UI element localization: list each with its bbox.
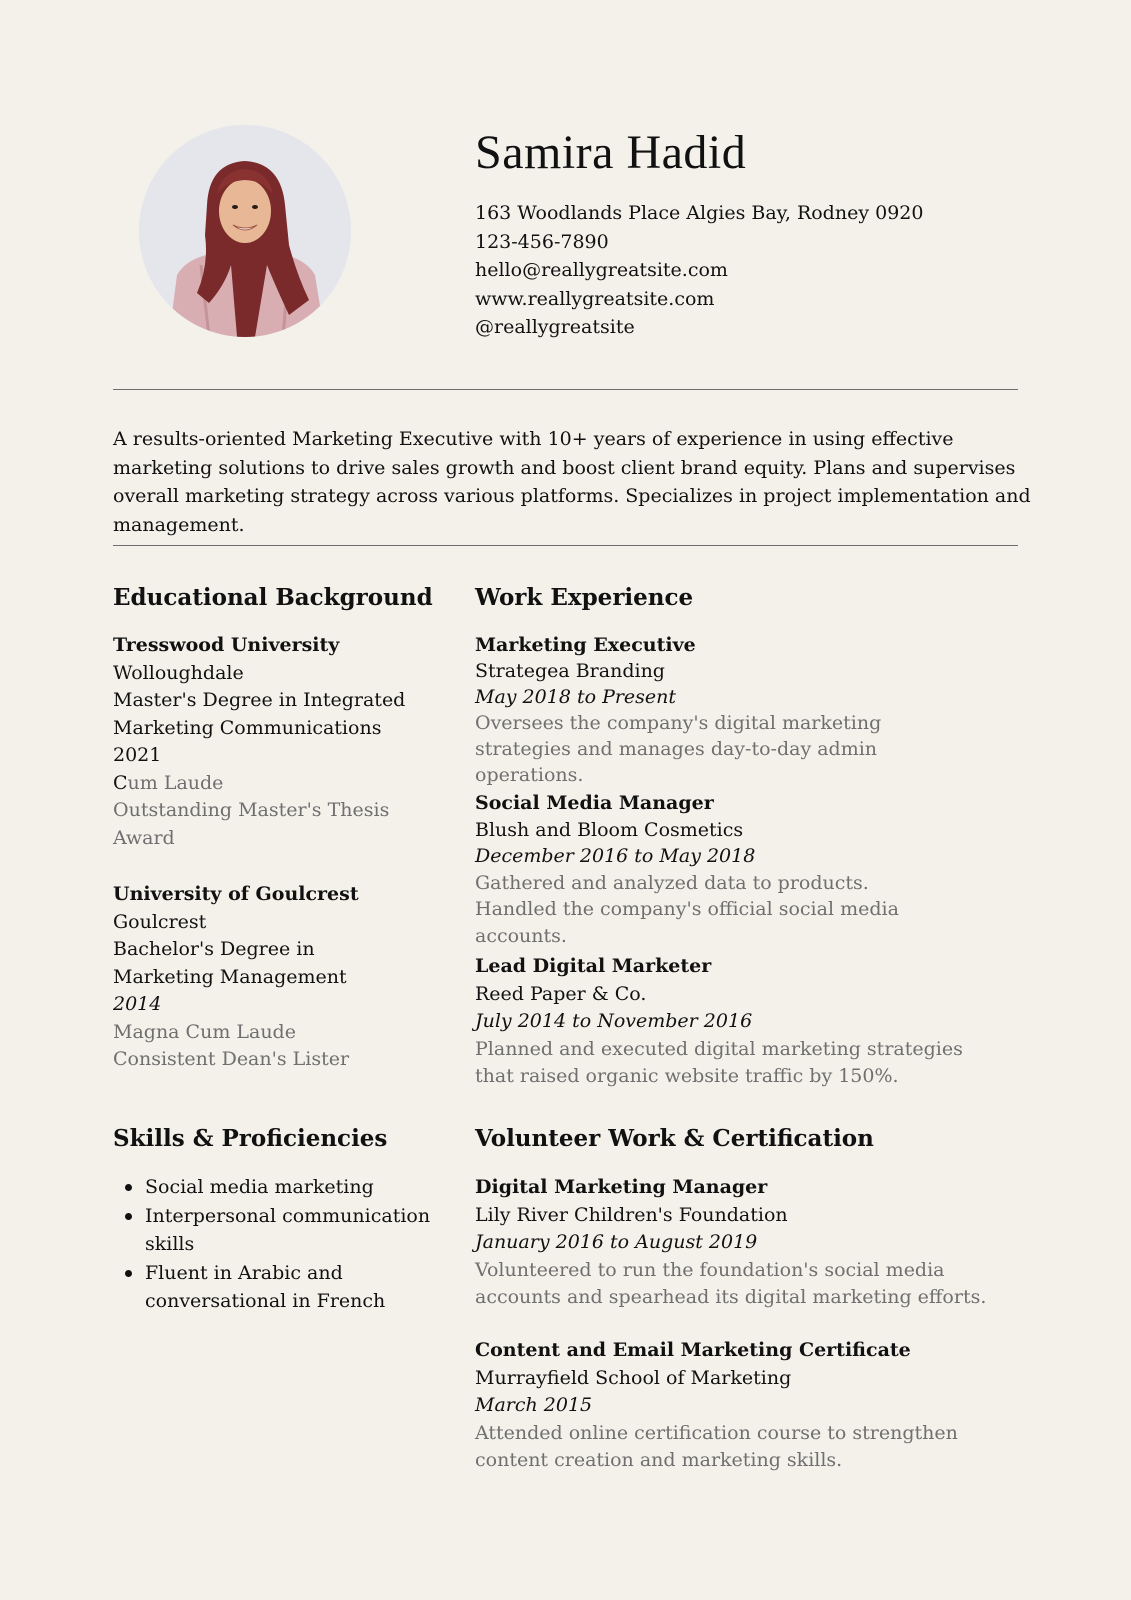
volunteer-dates: January 2016 to August 2019 (475, 1231, 758, 1253)
contact-email: hello@reallygreatsite.com (475, 259, 728, 281)
skills-list (113, 1173, 455, 1316)
profile-photo-illustration (139, 125, 351, 337)
education-honors (113, 770, 413, 798)
divider-top (113, 389, 1018, 390)
education-entry (113, 881, 413, 1074)
work-role: Marketing Executive (475, 634, 696, 656)
volunteer-description: Volunteered to run the foundation's social media accounts and spearhead its digital marketing efforts. (475, 1258, 987, 1308)
education-year: 2014 (113, 993, 162, 1015)
education-location: Goulcrest (113, 910, 207, 933)
work-heading: Work Experience (475, 584, 694, 611)
skill-item: Fluent in Arabic and conversational in French (145, 1259, 455, 1316)
volunteer-role: Content and Email Marketing Certificate (475, 1339, 911, 1361)
contact-website: www.reallygreatsite.com (475, 287, 715, 310)
volunteer-organization: Lily River Children's Foundation (475, 1203, 788, 1226)
divider-bottom (113, 545, 1018, 546)
candidate-name: Samira Hadid (475, 126, 747, 179)
contact-details (475, 199, 923, 342)
work-company: Blush and Bloom Cosmetics (475, 818, 744, 841)
work-dates: December 2016 to May 2018 (475, 845, 756, 867)
volunteer-entry (475, 1174, 1035, 1312)
work-dates: July 2014 to November 2016 (475, 1010, 753, 1032)
education-location: Wolloughdale (113, 661, 244, 684)
work-entry (475, 790, 1035, 949)
volunteer-entry (475, 1337, 1035, 1475)
work-entry (475, 953, 1035, 1091)
work-description: Planned and executed digital marketing strategies that raised organic website traffic by 150%. (475, 1037, 963, 1087)
education-school: Tresswood University (113, 634, 340, 656)
volunteer-role: Digital Marketing Manager (475, 1176, 768, 1198)
work-description: Oversees the company's digital marketing strategies and manages day-to-day admin operations. (475, 712, 882, 786)
work-role: Lead Digital Marketer (475, 955, 712, 977)
contact-phone: 123-456-7890 (475, 230, 609, 253)
volunteer-heading: Volunteer Work & Certification (475, 1125, 874, 1152)
education-honors-rest: um Laude (127, 771, 224, 794)
education-honors-initial: C (113, 771, 128, 794)
volunteer-organization: Murrayfield School of Marketing (475, 1366, 792, 1389)
education-entry (113, 632, 413, 852)
work-dates: May 2018 to Present (475, 686, 677, 708)
work-company: Strategea Branding (475, 660, 665, 682)
profile-photo (139, 125, 351, 337)
education-degree: Bachelor's Degree in Marketing Management (113, 938, 347, 988)
work-company: Reed Paper & Co. (475, 982, 647, 1005)
volunteer-description: Attended online certification course to strengthen content creation and marketing skills. (475, 1421, 958, 1471)
education-school: University of Goulcrest (113, 883, 359, 905)
work-entry (475, 632, 1035, 788)
skill-item: Social media marketing (145, 1173, 455, 1202)
education-award: Outstanding Master's Thesis Award (113, 799, 390, 849)
education-heading: Educational Background (113, 584, 433, 611)
profile-summary: A results-oriented Marketing Executive with 10+ years of experience in using effective marketing solutions to drive sales growth and boost client brand equity. Plans and supervises overall marketing strategy across various platforms. Specializes in project implementation and management. (113, 428, 1031, 536)
education-degree: Master's Degree in Integrated Marketing Communications (113, 689, 406, 739)
work-description: Gathered and analyzed data to products. Handled the company's official social media accounts. (475, 871, 899, 947)
skills-heading: Skills & Proficiencies (113, 1125, 388, 1152)
contact-address: 163 Woodlands Place Algies Bay, Rodney 0920 (475, 202, 924, 224)
volunteer-dates: March 2015 (475, 1394, 593, 1416)
education-honors: Magna Cum Laude (113, 1020, 296, 1043)
contact-handle: @reallygreatsite (475, 316, 635, 338)
skill-item: Interpersonal communication skills (145, 1202, 455, 1259)
education-year: 2021 (113, 744, 162, 766)
work-role: Social Media Manager (475, 792, 714, 814)
education-award: Consistent Dean's Lister (113, 1048, 350, 1070)
